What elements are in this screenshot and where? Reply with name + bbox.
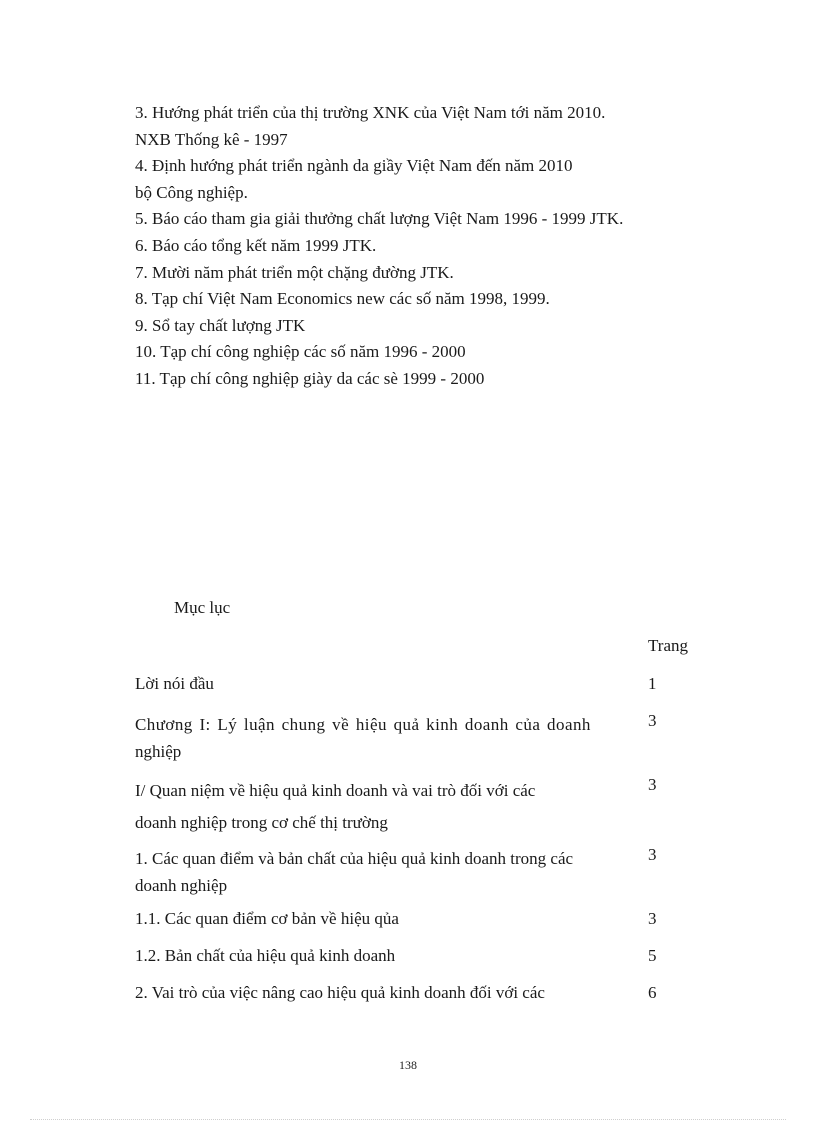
toc-entry-text: [135, 946, 635, 966]
toc-entry-page: 6: [648, 983, 657, 1002]
toc-entry-text: [135, 845, 635, 899]
toc-entry-page: 3: [648, 845, 657, 864]
toc-entry-page: 1: [648, 674, 657, 693]
toc-entry-page: 5: [648, 946, 657, 965]
toc-entry-line: 1.2. Bản chất của hiệu quả kinh doanh: [135, 946, 396, 965]
toc-entry-text: [135, 674, 635, 694]
reference-list: [135, 100, 735, 393]
toc-entry-line: I/ Quan niệm về hiệu quả kinh doanh và vai trò đối với các: [135, 781, 536, 800]
toc-title: Mục lục: [174, 598, 231, 617]
toc-entry-page: 3: [648, 775, 657, 794]
toc-entry-line: 1.1. Các quan điểm cơ bản về hiệu qủa: [135, 909, 399, 928]
toc-entry-page: 3: [648, 909, 657, 928]
toc-entry-line: 2. Vai trò của việc nâng cao hiệu quả kinh doanh đối với các: [135, 983, 545, 1002]
reference-line: 8. Tạp chí Việt Nam Economics new các số năm 1998, 1999.: [135, 289, 550, 309]
toc-page-header: Trang: [648, 636, 688, 655]
reference-line: 11. Tạp chí công nghiệp giày da các sè 1999 - 2000: [135, 368, 485, 388]
reference-line: 6. Báo cáo tổng kết năm 1999 JTK.: [135, 235, 377, 255]
toc-entry-text: [135, 909, 635, 929]
reference-line: 7. Mười năm phát triển một chặng đường JTK.: [135, 262, 454, 282]
reference-line: 10. Tạp chí công nghiệp các số năm 1996 - 2000: [135, 342, 466, 362]
reference-line: 9. Sổ tay chất lượng JTK: [135, 315, 306, 335]
reference-line: 5. Báo cáo tham gia giải thưởng chất lượng Việt Nam 1996 - 1999 JTK.: [135, 209, 624, 229]
page-number: 138: [399, 1058, 417, 1072]
reference-line: 3. Hướng phát triển của thị trường XNK của Việt Nam tới năm 2010.: [135, 103, 606, 122]
toc-entry-text: [135, 775, 635, 839]
toc-entry-line: nghiệp: [135, 742, 182, 761]
toc-entry-line: Lời nói đầu: [135, 674, 214, 693]
toc-entry-line: doanh nghiệp: [135, 876, 228, 895]
page-bottom-divider: [30, 1119, 786, 1120]
toc-entry-text: [135, 711, 635, 765]
toc-entry-page: 3: [648, 711, 657, 730]
toc-entry-line: doanh nghiệp trong cơ chế thị trường: [135, 813, 388, 832]
reference-line: 4. Định hướng phát triển ngành da giầy Việt Nam đến năm 2010: [135, 156, 573, 176]
toc-entry-line: Chương I: Lý luận chung về hiệu quả kinh doanh của doanh: [135, 715, 591, 734]
toc-entry-text: [135, 983, 635, 1003]
toc-entry-line: 1. Các quan điểm và bản chất của hiệu quả kinh doanh trong các: [135, 849, 574, 868]
reference-line: NXB Thống kê - 1997: [135, 129, 288, 149]
reference-line: bộ Công nghiệp.: [135, 182, 248, 202]
